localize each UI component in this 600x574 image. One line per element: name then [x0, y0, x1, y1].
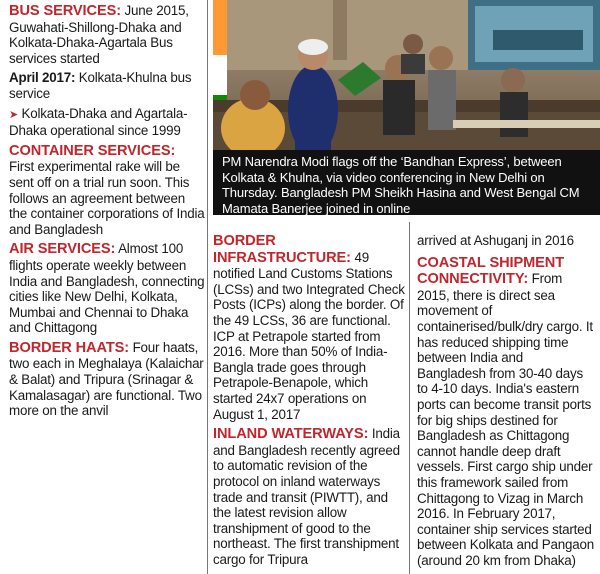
- border-infrastructure-paragraph: [213, 233, 405, 422]
- news-photo: [213, 0, 600, 150]
- arrow-bullet-icon: ➤: [9, 108, 19, 121]
- ashuganj-continuation: arrived at Ashuganj in 2016: [417, 233, 574, 248]
- photo-illustration: [213, 0, 600, 150]
- border-infrastructure-text: 49 notified Land Customs Stations (LCSs) and two Integrated Check Posts (ICPs) along the border. Of the 49 LCSs, 36 are functional. ICP at Petrapole started from 2016. More than 50% of India-Bangla trade goes through Petrapole-Benapole, which started 24x7 operations on August 1, 2017: [213, 249, 405, 422]
- border-infrastructure-heading: BORDER INFRASTRUCTURE:: [213, 233, 351, 266]
- coastal-shipment-paragraph: [417, 255, 595, 569]
- bus-services-heading: BUS SERVICES:: [9, 3, 121, 19]
- border-haats-text: Four haats, two each in Meghalaya (Kalaichar & Balat) and Tripura (Srinagar & Kamalasagar) are functional. Two more on the anvil: [9, 339, 204, 419]
- bus-services-paragraph: [9, 3, 205, 66]
- coastal-shipment-text: From 2015, there is direct sea movement of containerised/bulk/dry cargo. It has reduced shipping time between India and Bangladesh from 30-40 days to 4-10 days. India's eastern ports can become transit ports for big ships destined for Bangladesh as Chittagong cannot handle deep draft vessels. First cargo ship under this framework sailed from Chittagong to Vizag in March 2016. In February 2017, container ship services started between Kolkata and Pangaon (around 20 km from Dhaka): [417, 271, 595, 568]
- april-2017-paragraph: [9, 70, 205, 101]
- kolkata-dhaka-text: Kolkata-Dhaka and Agartala-Dhaka operational since 1999: [9, 105, 188, 139]
- column-1: [9, 3, 205, 419]
- column-divider-2: [409, 222, 410, 574]
- column-3: [417, 233, 595, 568]
- inland-waterways-text: India and Bangladesh recently agreed to automatic revision of the protocol on inland waterways trade and transit (PIWTT), and the latest revision allow transhipment of good to the northeast. The first transhipment cargo for Tripura: [213, 426, 400, 567]
- inland-waterways-paragraph: [213, 426, 405, 567]
- air-services-paragraph: [9, 241, 205, 336]
- kolkata-dhaka-paragraph: [9, 106, 205, 139]
- bus-services-text: June 2015, Guwahati-Shillong-Dhaka and Kolkata-Dhaka-Agartala Bus services started: [9, 3, 189, 66]
- photo-caption: PM Narendra Modi flags off the ‘Bandhan Express’, between Kolkata & Khulna, via video conferencing in New Delhi on Thursday. Bangladesh PM Sheikh Hasina and West Bengal CM Mamata Banerjee joined in online: [213, 150, 600, 215]
- air-services-heading: AIR SERVICES:: [9, 241, 116, 258]
- coastal-shipment-heading: COASTAL SHIPMENT CONNECTIVITY:: [417, 254, 565, 288]
- april-2017-label: April 2017:: [9, 70, 76, 86]
- inland-waterways-heading: INLAND WATERWAYS:: [213, 426, 369, 443]
- container-services-heading: CONTAINER SERVICES:: [9, 142, 176, 159]
- column-divider-1: [207, 0, 208, 574]
- container-services-text: First experimental rake will be sent off on a trial run soon. This follows an agreement between the container corporations of India and Bangladesh: [9, 159, 205, 237]
- air-services-text: Almost 100 flights operate weekly between India and Bangladesh, connecting cities like New Delhi, Kolkata, Mumbai and Chennai to Dhaka and Chittagong: [9, 241, 205, 336]
- column-2: [213, 233, 405, 567]
- border-haats-paragraph: [9, 340, 205, 419]
- border-haats-heading: BORDER HAATS:: [9, 339, 130, 356]
- container-services-heading-line: [9, 143, 205, 160]
- april-2017-text: Kolkata-Khulna bus service: [9, 70, 192, 101]
